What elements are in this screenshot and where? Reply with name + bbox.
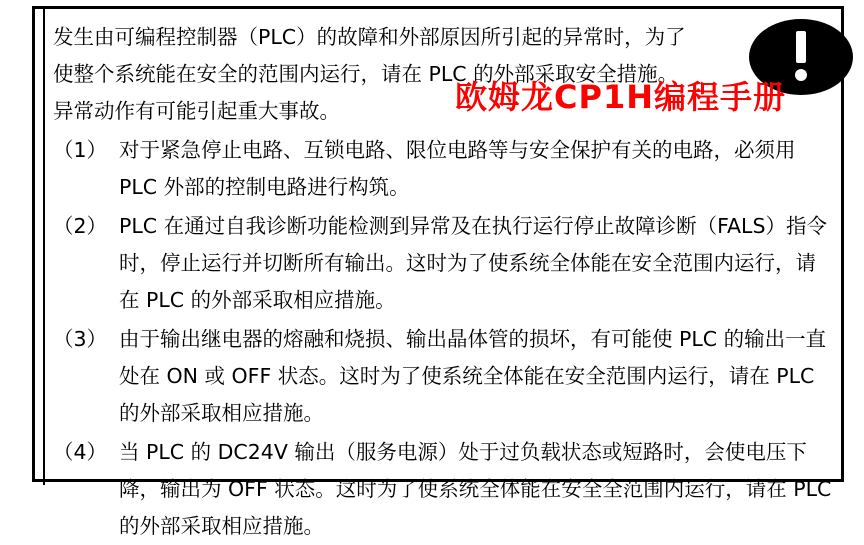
watermark-text: 欧姆龙CP1H编程手册 [455,78,786,116]
list-item-text: 当 PLC 的 DC24V 输出（服务电源）处于过负载状态或短路时，会使电压下降，输出为 OFF 状态。这时为了使系统全体能在安全全范围内运行，请在 PLC 的外部采取相应措施。 [119,440,832,538]
list-item-text: 对于紧急停止电路、互锁电路、限位电路等与安全保护有关的电路，必须用 PLC 外部的控制电路进行构筑。 [119,138,796,199]
list-item [53,132,835,206]
list-item-number: （2） [53,214,108,238]
list-item [53,208,835,319]
list-item [53,434,835,545]
list-item-text: 由于输出继电器的熔融和烧损、输出晶体管的损坏，有可能使 PLC 的输出一直处在 ON 或 OFF 状态。这时为了使系统全体能在安全范围内运行，请在 PLC 的外部采取相应措施。 [119,327,827,425]
notice-left-rule [43,9,45,485]
list-item-number: （3） [53,327,108,351]
list-item-number: （1） [53,138,108,162]
list-item [53,321,835,432]
list-item-number: （4） [53,440,108,464]
list-item-text: PLC 在通过自我诊断功能检测到异常及在执行运行停止故障诊断（FALS）指令时，停止运行并切断所有输出。这时为了使系统全体能在安全范围内运行，请在 PLC 的外部采取相应措施。 [119,214,827,312]
notice-intro-paragraph: 发生由可编程控制器（PLC）的故障和外部原因所引起的异常时，为了使整个系统能在安全的范围内运行，请在 PLC 的外部采取安全措施。异常动作有可能引起重大事故。 [53,25,686,123]
